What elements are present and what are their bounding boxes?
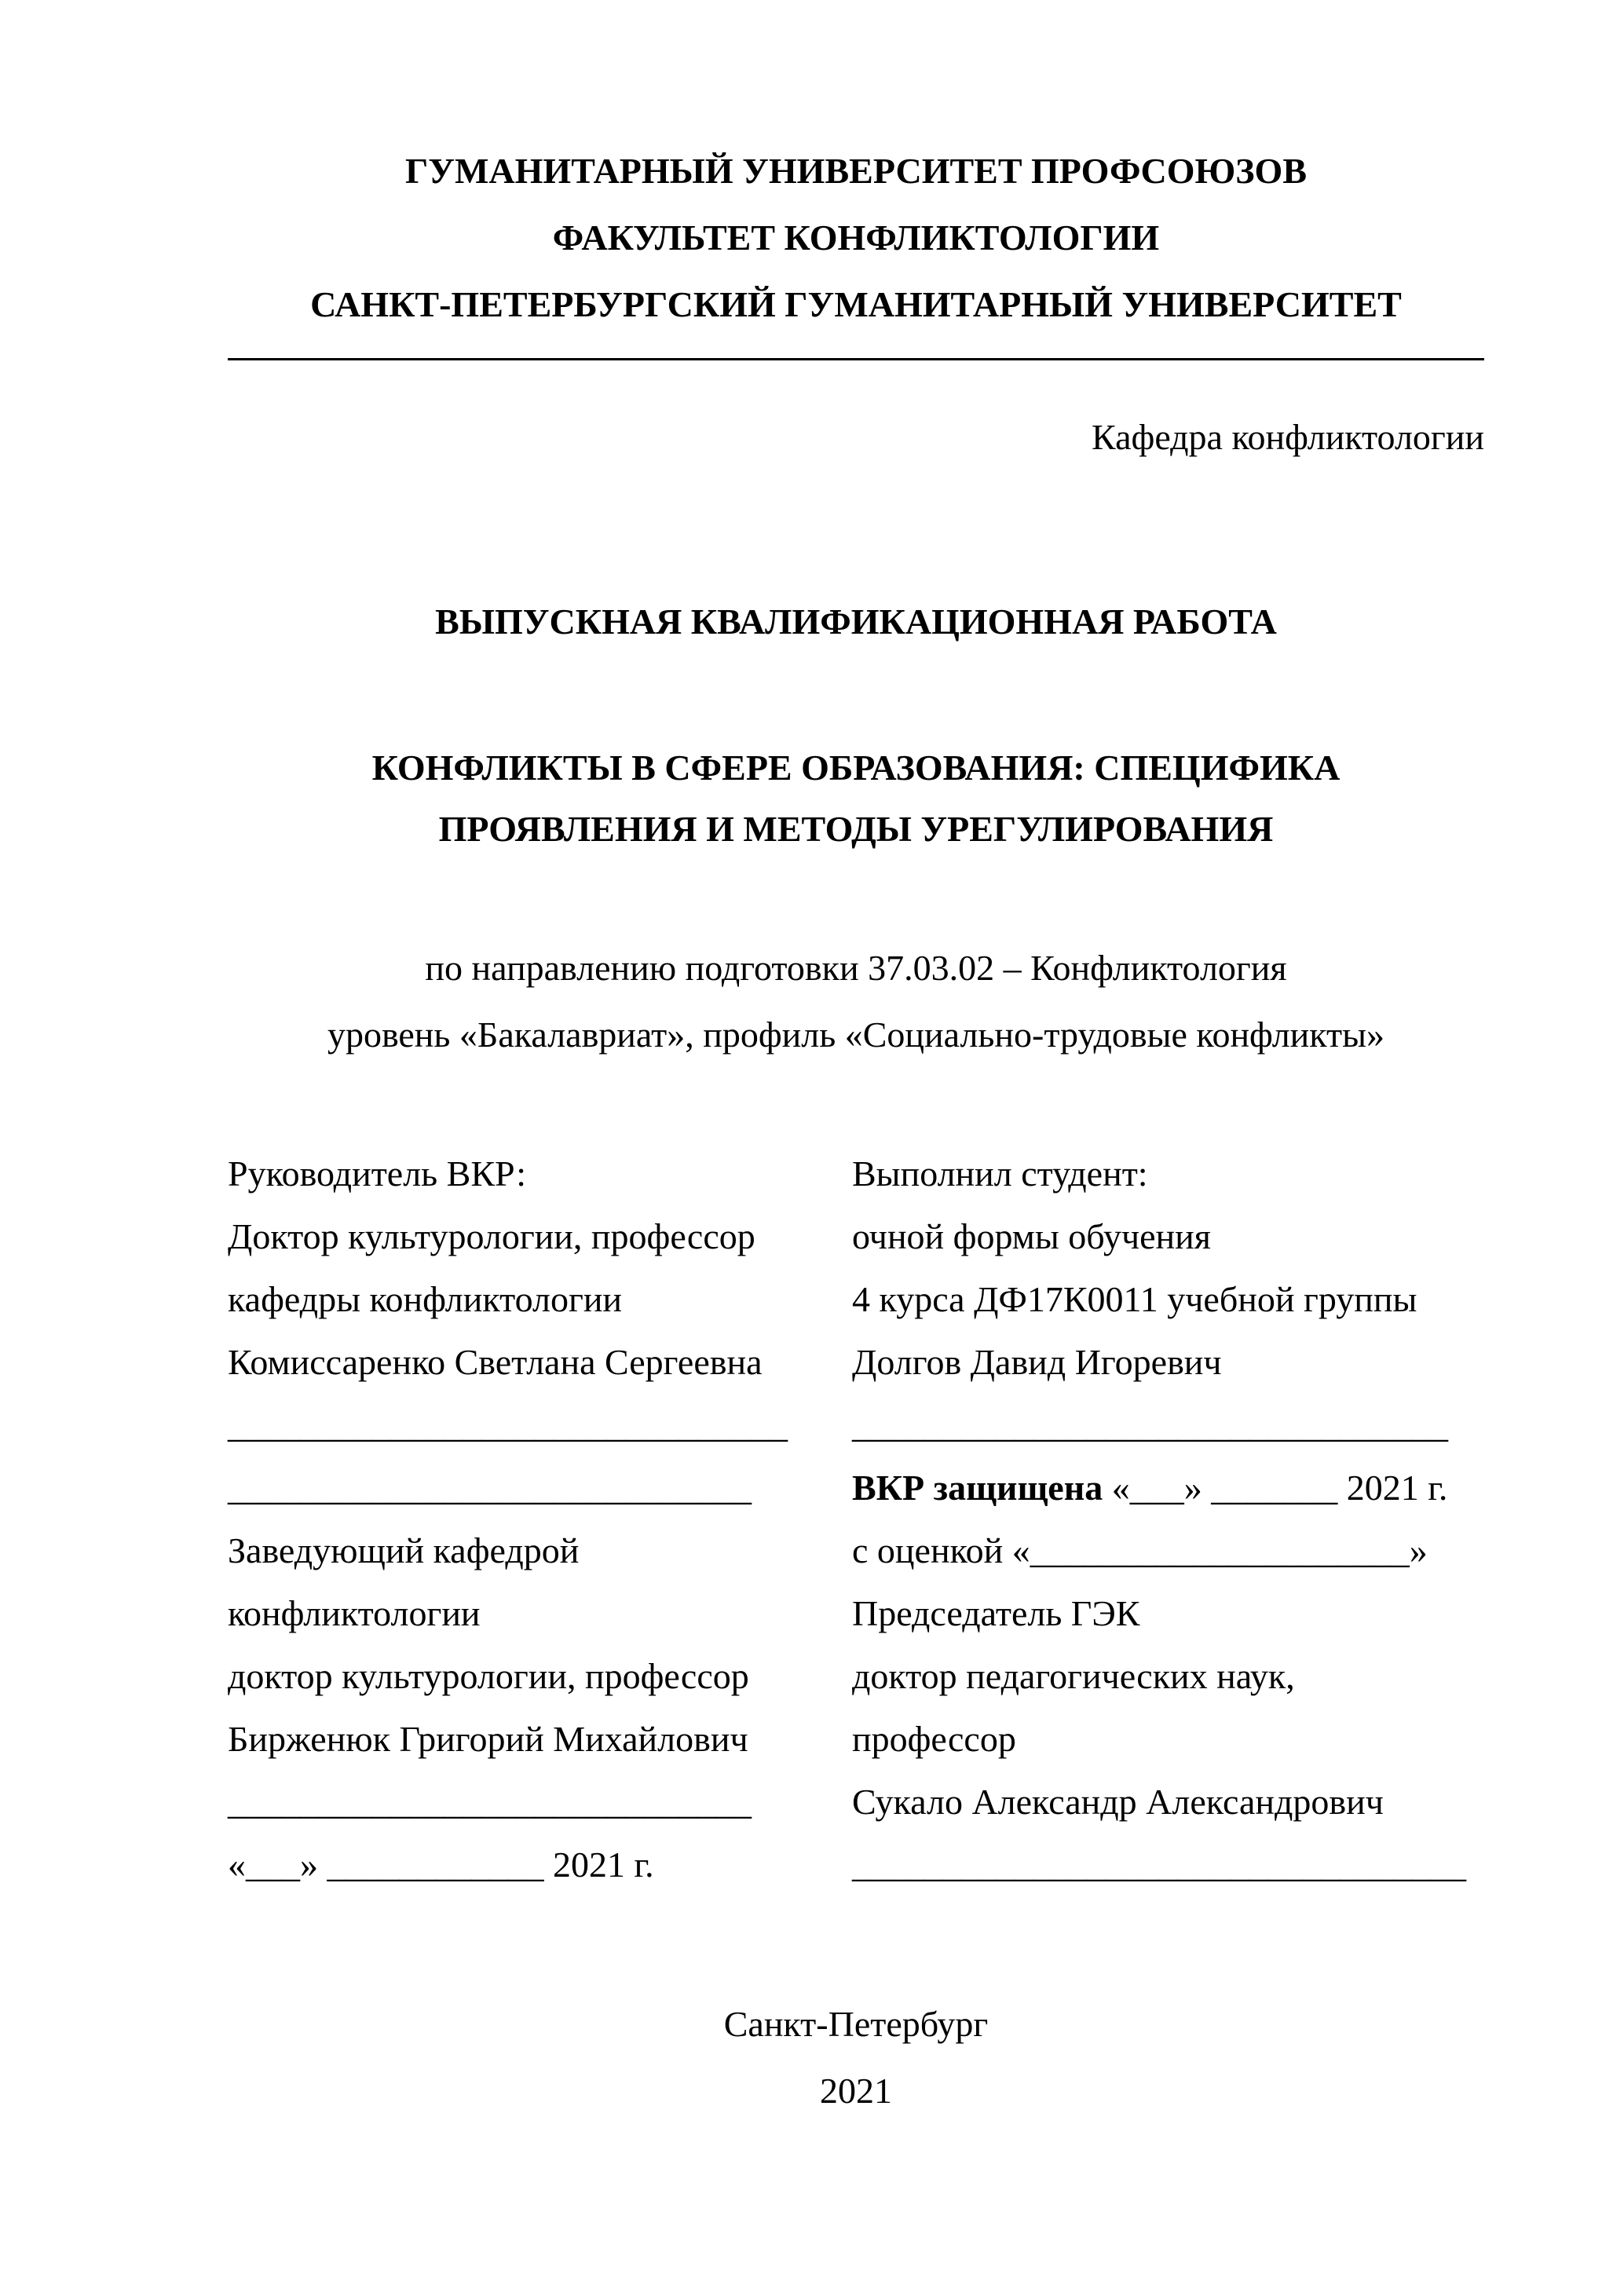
year-label: 2021: [820, 2071, 892, 2111]
header-rule: [228, 358, 1484, 360]
signature-line: _____________________________: [228, 1468, 752, 1508]
program-level: уровень «Бакалавриат», профиль «Социально-трудовые конфликты»: [327, 1015, 1385, 1055]
program-info: [228, 934, 1484, 1068]
supervisor-name: Комиссаренко Светлана Сергеевна: [228, 1342, 763, 1382]
head-of-chair-role-label: Заведующий кафедрой: [228, 1530, 580, 1570]
program-direction: по направлению подготовки 37.03.02 – Конфликтология: [425, 948, 1287, 988]
student-column: [852, 1143, 1484, 1896]
gek-chair-degree: доктор педагогических наук,: [852, 1656, 1295, 1696]
university-name: ГУМАНИТАРНЫЙ УНИВЕРСИТЕТ ПРОФСОЮЗОВ: [404, 151, 1308, 191]
work-type-heading: ВЫПУСКНАЯ КВАЛИФИКАЦИОННАЯ РАБОТА: [435, 601, 1277, 642]
head-of-chair-name: Бирженюк Григорий Михайлович: [228, 1719, 748, 1759]
supervisor-signature-line: _______________________________: [228, 1405, 788, 1445]
thesis-title: [228, 737, 1484, 860]
head-of-chair-degree: доктор культурологии, профессор: [228, 1656, 749, 1696]
faculty-name: ФАКУЛЬТЕТ КОНФЛИКТОЛОГИИ: [552, 218, 1160, 258]
student-study-form: очной формы обучения: [852, 1216, 1211, 1256]
supervisor-degree: Доктор культурологии, профессор: [228, 1216, 755, 1256]
gek-chair-name: Сукало Александр Александрович: [852, 1782, 1384, 1822]
city-label: Санкт-Петербург: [723, 2004, 989, 2044]
thesis-title-line-2: ПРОЯВЛЕНИЯ И МЕТОДЫ УРЕГУЛИРОВАНИЯ: [438, 809, 1274, 849]
supervisor-chair: кафедры конфликтологии: [228, 1279, 623, 1319]
head-of-chair-signature-line: _____________________________: [228, 1782, 752, 1822]
date-blank-line: «___» ____________ 2021 г.: [228, 1844, 654, 1885]
university-header: [228, 137, 1484, 360]
university-full-name: САНКТ-ПЕТЕРБУРГСКИЙ ГУМАНИТАРНЫЙ УНИВЕРСИТЕТ: [310, 284, 1402, 324]
head-of-chair-chair: конфликтологии: [228, 1593, 481, 1633]
defense-date-blank: «___» _______ 2021 г.: [1103, 1468, 1448, 1508]
department-label: Кафедра конфликтологии: [1092, 417, 1484, 457]
supervisor-column: [228, 1143, 852, 1896]
student-role-label: Выполнил студент:: [852, 1153, 1148, 1194]
supervisor-role-label: Руководитель ВКР:: [228, 1153, 527, 1194]
defense-date-line: [852, 1457, 1484, 1519]
student-group: 4 курса ДФ17К0011 учебной группы: [852, 1279, 1417, 1319]
signature-columns: [228, 1143, 1484, 1896]
thesis-title-line-1: КОНФЛИКТЫ В СФЕРЕ ОБРАЗОВАНИЯ: СПЕЦИФИКА: [371, 748, 1341, 788]
student-name: Долгов Давид Игоревич: [852, 1342, 1222, 1382]
gek-chair-label: Председатель ГЭК: [852, 1593, 1140, 1633]
gek-signature-line: __________________________________: [852, 1844, 1466, 1885]
grade-blank-line: с оценкой «_____________________»: [852, 1530, 1428, 1570]
defense-label: ВКР защищена: [852, 1468, 1103, 1508]
student-signature-line: _________________________________: [852, 1405, 1448, 1445]
gek-chair-title: профессор: [852, 1719, 1016, 1759]
footer: [228, 1991, 1484, 2124]
